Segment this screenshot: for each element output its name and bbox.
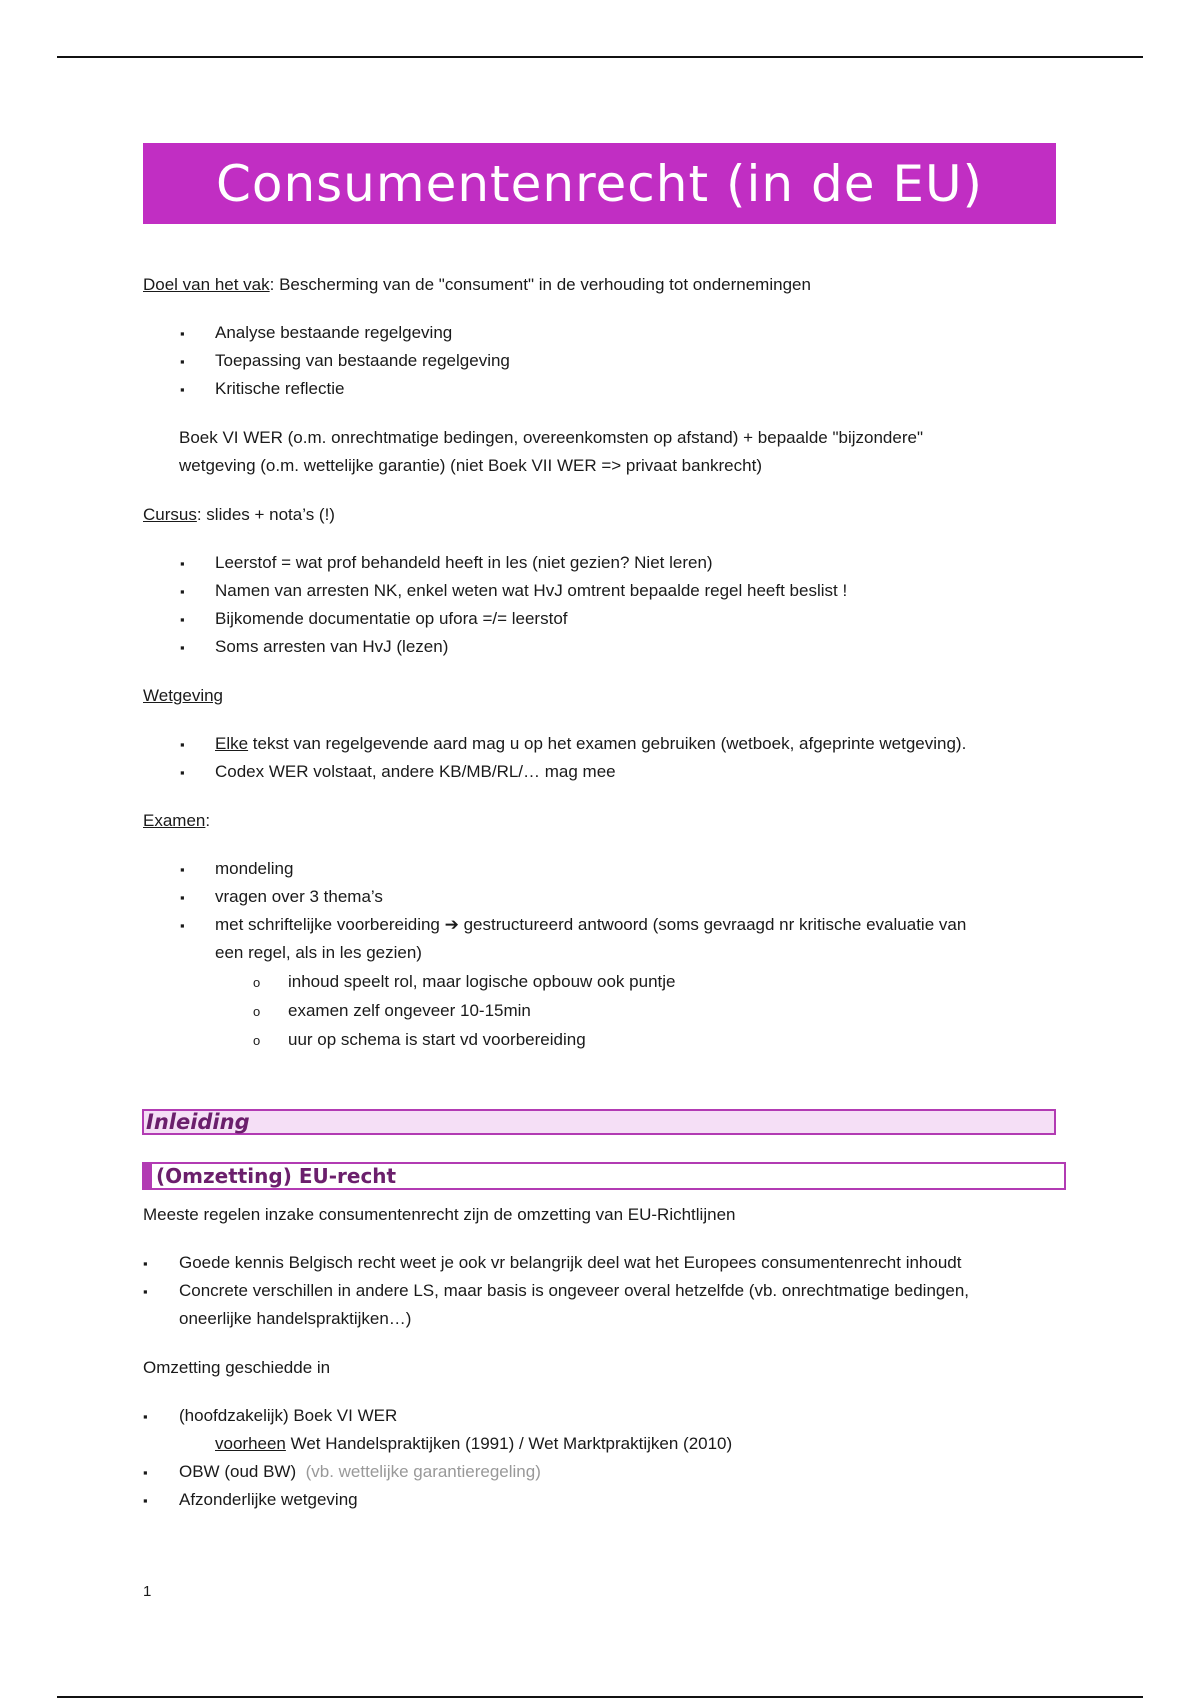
heading-inleiding [142, 1109, 1056, 1135]
list-item: Afzonderlijke wetgeving [179, 1490, 358, 1509]
doel-line [143, 273, 811, 297]
bullet-icon: ▪ [143, 1284, 148, 1299]
list-item: Namen van arresten NK, enkel weten wat HvJ omtrent bepaalde regel heeft beslist ! [215, 581, 848, 600]
wetgeving-label: Wetgeving [143, 686, 224, 705]
bullet-icon: ▪ [180, 612, 185, 627]
list-item: mondeling [215, 859, 294, 878]
paragraph: Meeste regelen inzake consumentenrecht zijn de omzetting van EU-Richtlijnen [143, 1205, 736, 1224]
list-item-continuation: een regel, als in les gezien) [215, 943, 422, 962]
bullet-icon: ▪ [143, 1256, 148, 1271]
bullet-icon: ▪ [180, 326, 185, 341]
examen-line [143, 809, 210, 833]
sub-list-item: uur op schema is start vd voorbereiding [288, 1030, 586, 1049]
bullet-icon: ▪ [180, 918, 185, 933]
emphasis-word: voorheen [215, 1434, 286, 1453]
list-item [215, 732, 966, 756]
list-item: Bijkomende documentatie op ufora =/= leerstof [215, 609, 568, 628]
heading-eu-recht [142, 1162, 1066, 1190]
list-item: Codex WER volstaat, andere KB/MB/RL/… mag mee [215, 762, 616, 781]
sub-list-item: inhoud speelt rol, maar logische opbouw ook puntje [288, 972, 676, 991]
cursus-text: : slides + nota’s (!) [196, 505, 335, 524]
header-rule [57, 56, 1143, 58]
list-item: Soms arresten van HvJ (lezen) [215, 637, 449, 656]
sub-bullet-icon: o [253, 975, 261, 990]
sub-list-item: examen zelf ongeveer 10-15min [288, 1001, 531, 1020]
grey-note: (vb. wettelijke garantieregeling) [305, 1462, 541, 1481]
doel-text: : Bescherming van de "consument" in de verhouding tot ondernemingen [269, 275, 811, 294]
bullet-icon: ▪ [180, 640, 185, 655]
cursus-label: Cursus [143, 505, 197, 524]
bullet-icon: ▪ [143, 1493, 148, 1508]
paragraph-line: wetgeving (o.m. wettelijke garantie) (niet Boek VII WER => privaat bankrecht) [179, 456, 762, 475]
arrow-right-icon: ➔ [444, 915, 459, 934]
examen-label: Examen [143, 811, 206, 830]
list-item-text: Wet Handelspraktijken (1991) / Wet Marktpraktijken (2010) [285, 1434, 733, 1453]
bullet-icon: ▪ [180, 890, 185, 905]
list-item: Goede kennis Belgisch recht weet je ook vr belangrijk deel wat het Europees consumentenrecht inhoudt [179, 1253, 962, 1272]
list-item: Kritische reflectie [215, 379, 345, 398]
bullet-icon: ▪ [180, 737, 185, 752]
bullet-icon: ▪ [180, 862, 185, 877]
list-item-text: tekst van regelgevende aard mag u op het examen gebruiken (wetboek, afgeprinte wetgeving). [248, 734, 967, 753]
heading-1-text: Inleiding [146, 1110, 250, 1134]
page-number: 1 [143, 1583, 152, 1600]
list-item-text: OBW (oud BW) [179, 1462, 297, 1481]
emphasis-word: Elke [215, 734, 249, 753]
list-item: Analyse bestaande regelgeving [215, 323, 453, 342]
heading-2-text: (Omzetting) EU-recht [156, 1164, 397, 1188]
paragraph: Omzetting geschiedde in [143, 1358, 331, 1377]
sub-bullet-icon: o [253, 1033, 261, 1048]
bullet-icon: ▪ [180, 354, 185, 369]
bullet-icon: ▪ [143, 1409, 148, 1424]
list-item: vragen over 3 thema’s [215, 887, 383, 906]
cursus-line [143, 503, 335, 527]
title-banner [143, 143, 1056, 224]
list-item: (hoofdzakelijk) Boek VI WER [179, 1406, 398, 1425]
list-item [179, 1460, 541, 1484]
bullet-icon: ▪ [180, 382, 185, 397]
bullet-icon: ▪ [143, 1465, 148, 1480]
list-item: Leerstof = wat prof behandeld heeft in les (niet gezien? Niet leren) [215, 553, 713, 572]
list-item-continuation: oneerlijke handelspraktijken…) [179, 1309, 412, 1328]
list-item-text: met schriftelijke voorbereiding [215, 915, 445, 934]
paragraph-line: Boek VI WER (o.m. onrechtmatige bedingen, overeenkomsten op afstand) + bepaalde "bijzondere" [179, 428, 923, 447]
document-title: Consumentenrecht (in de EU) [215, 154, 984, 213]
bullet-icon: ▪ [180, 556, 185, 571]
list-item-text: gestructureerd antwoord (soms gevraagd nr kritische evaluatie van [458, 915, 967, 934]
bullet-icon: ▪ [180, 765, 185, 780]
list-item [215, 913, 966, 937]
sub-bullet-icon: o [253, 1004, 261, 1019]
doel-label: Doel van het vak [143, 275, 270, 294]
bullet-icon: ▪ [180, 584, 185, 599]
list-item-sub-line [215, 1432, 732, 1456]
footer-rule [57, 1696, 1143, 1698]
examen-colon: : [205, 811, 211, 830]
list-item: Toepassing van bestaande regelgeving [215, 351, 510, 370]
list-item: Concrete verschillen in andere LS, maar basis is ongeveer overal hetzelfde (vb. onrechtmatige bedingen, [179, 1281, 970, 1300]
